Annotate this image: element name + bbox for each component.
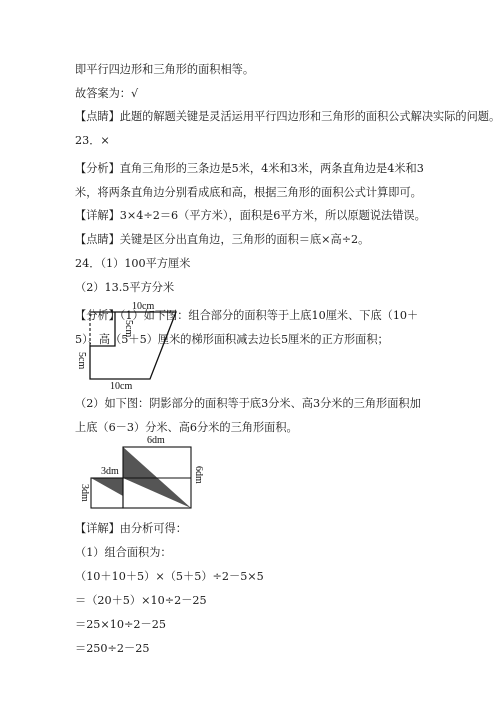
bottom-label: 10cm	[110, 381, 133, 392]
figure-trapezoid	[76, 300, 200, 394]
right-label: 6dm	[193, 466, 204, 484]
formula-line: ＝250÷2－25	[75, 642, 150, 655]
left-label: 5cm	[76, 352, 87, 370]
text-line: 【详解】3×4÷2＝6（平方米），面积是6平方米，所以原题说法错误。	[75, 209, 426, 222]
text-paragraph: 【分析】（1）如下图：组合部分的面积等于上底10厘米、下底（10＋5）、高（5＋5）厘米的梯形面积减去边长5厘米的正方形面积；	[75, 309, 419, 346]
inner-label: 5cm	[123, 320, 134, 338]
text-line: 【点睛】此题的解题关键是灵活运用平行四边形和三角形的面积公式解决实际的问题。	[75, 110, 500, 123]
text-line: 即平行四边形和三角形的面积相等。	[75, 63, 255, 76]
formula-line: ＝25×10÷2－25	[75, 618, 166, 631]
shaded-triangle-large	[123, 447, 191, 508]
text-line: （1）组合面积为：	[75, 546, 172, 559]
question-number: 24．（1）100平方厘米	[75, 257, 191, 270]
top-label: 10cm	[132, 301, 155, 312]
text-paragraph: （2）如下图：阴影部分的面积等于底3分米、高3分米的三角形面积加上底（6－3）分米、高6分米的三角形面积。	[75, 397, 421, 434]
text-line: 故答案为：√	[75, 87, 139, 100]
left-label: 3dm	[79, 484, 90, 502]
text-line: 【点睛】关键是区分出直角边，三角形的面积＝底×高÷2。	[75, 233, 370, 246]
text-line: 【详解】由分析可得：	[75, 522, 187, 535]
formula-line: ＝（20＋5）×10÷2－25	[75, 594, 207, 607]
top-label: 6dm	[147, 435, 165, 446]
text-paragraph: 【分析】直角三角形的三条边是5米，4米和3米，两条直角边是4米和3米，将两条直角边分别看成底和高，根据三角形的面积公式计算即可。	[75, 162, 424, 199]
dashed-square	[90, 312, 115, 346]
small-top-label: 3dm	[101, 466, 119, 477]
text-line: （2）13.5平方分米	[75, 281, 175, 294]
figure-shaded-triangles	[79, 432, 219, 516]
formula-line: （10＋10＋5）×（5＋5）÷2－5×5	[75, 570, 264, 583]
question-number: 23．×	[75, 134, 110, 147]
shaded-triangle-small	[91, 478, 123, 496]
